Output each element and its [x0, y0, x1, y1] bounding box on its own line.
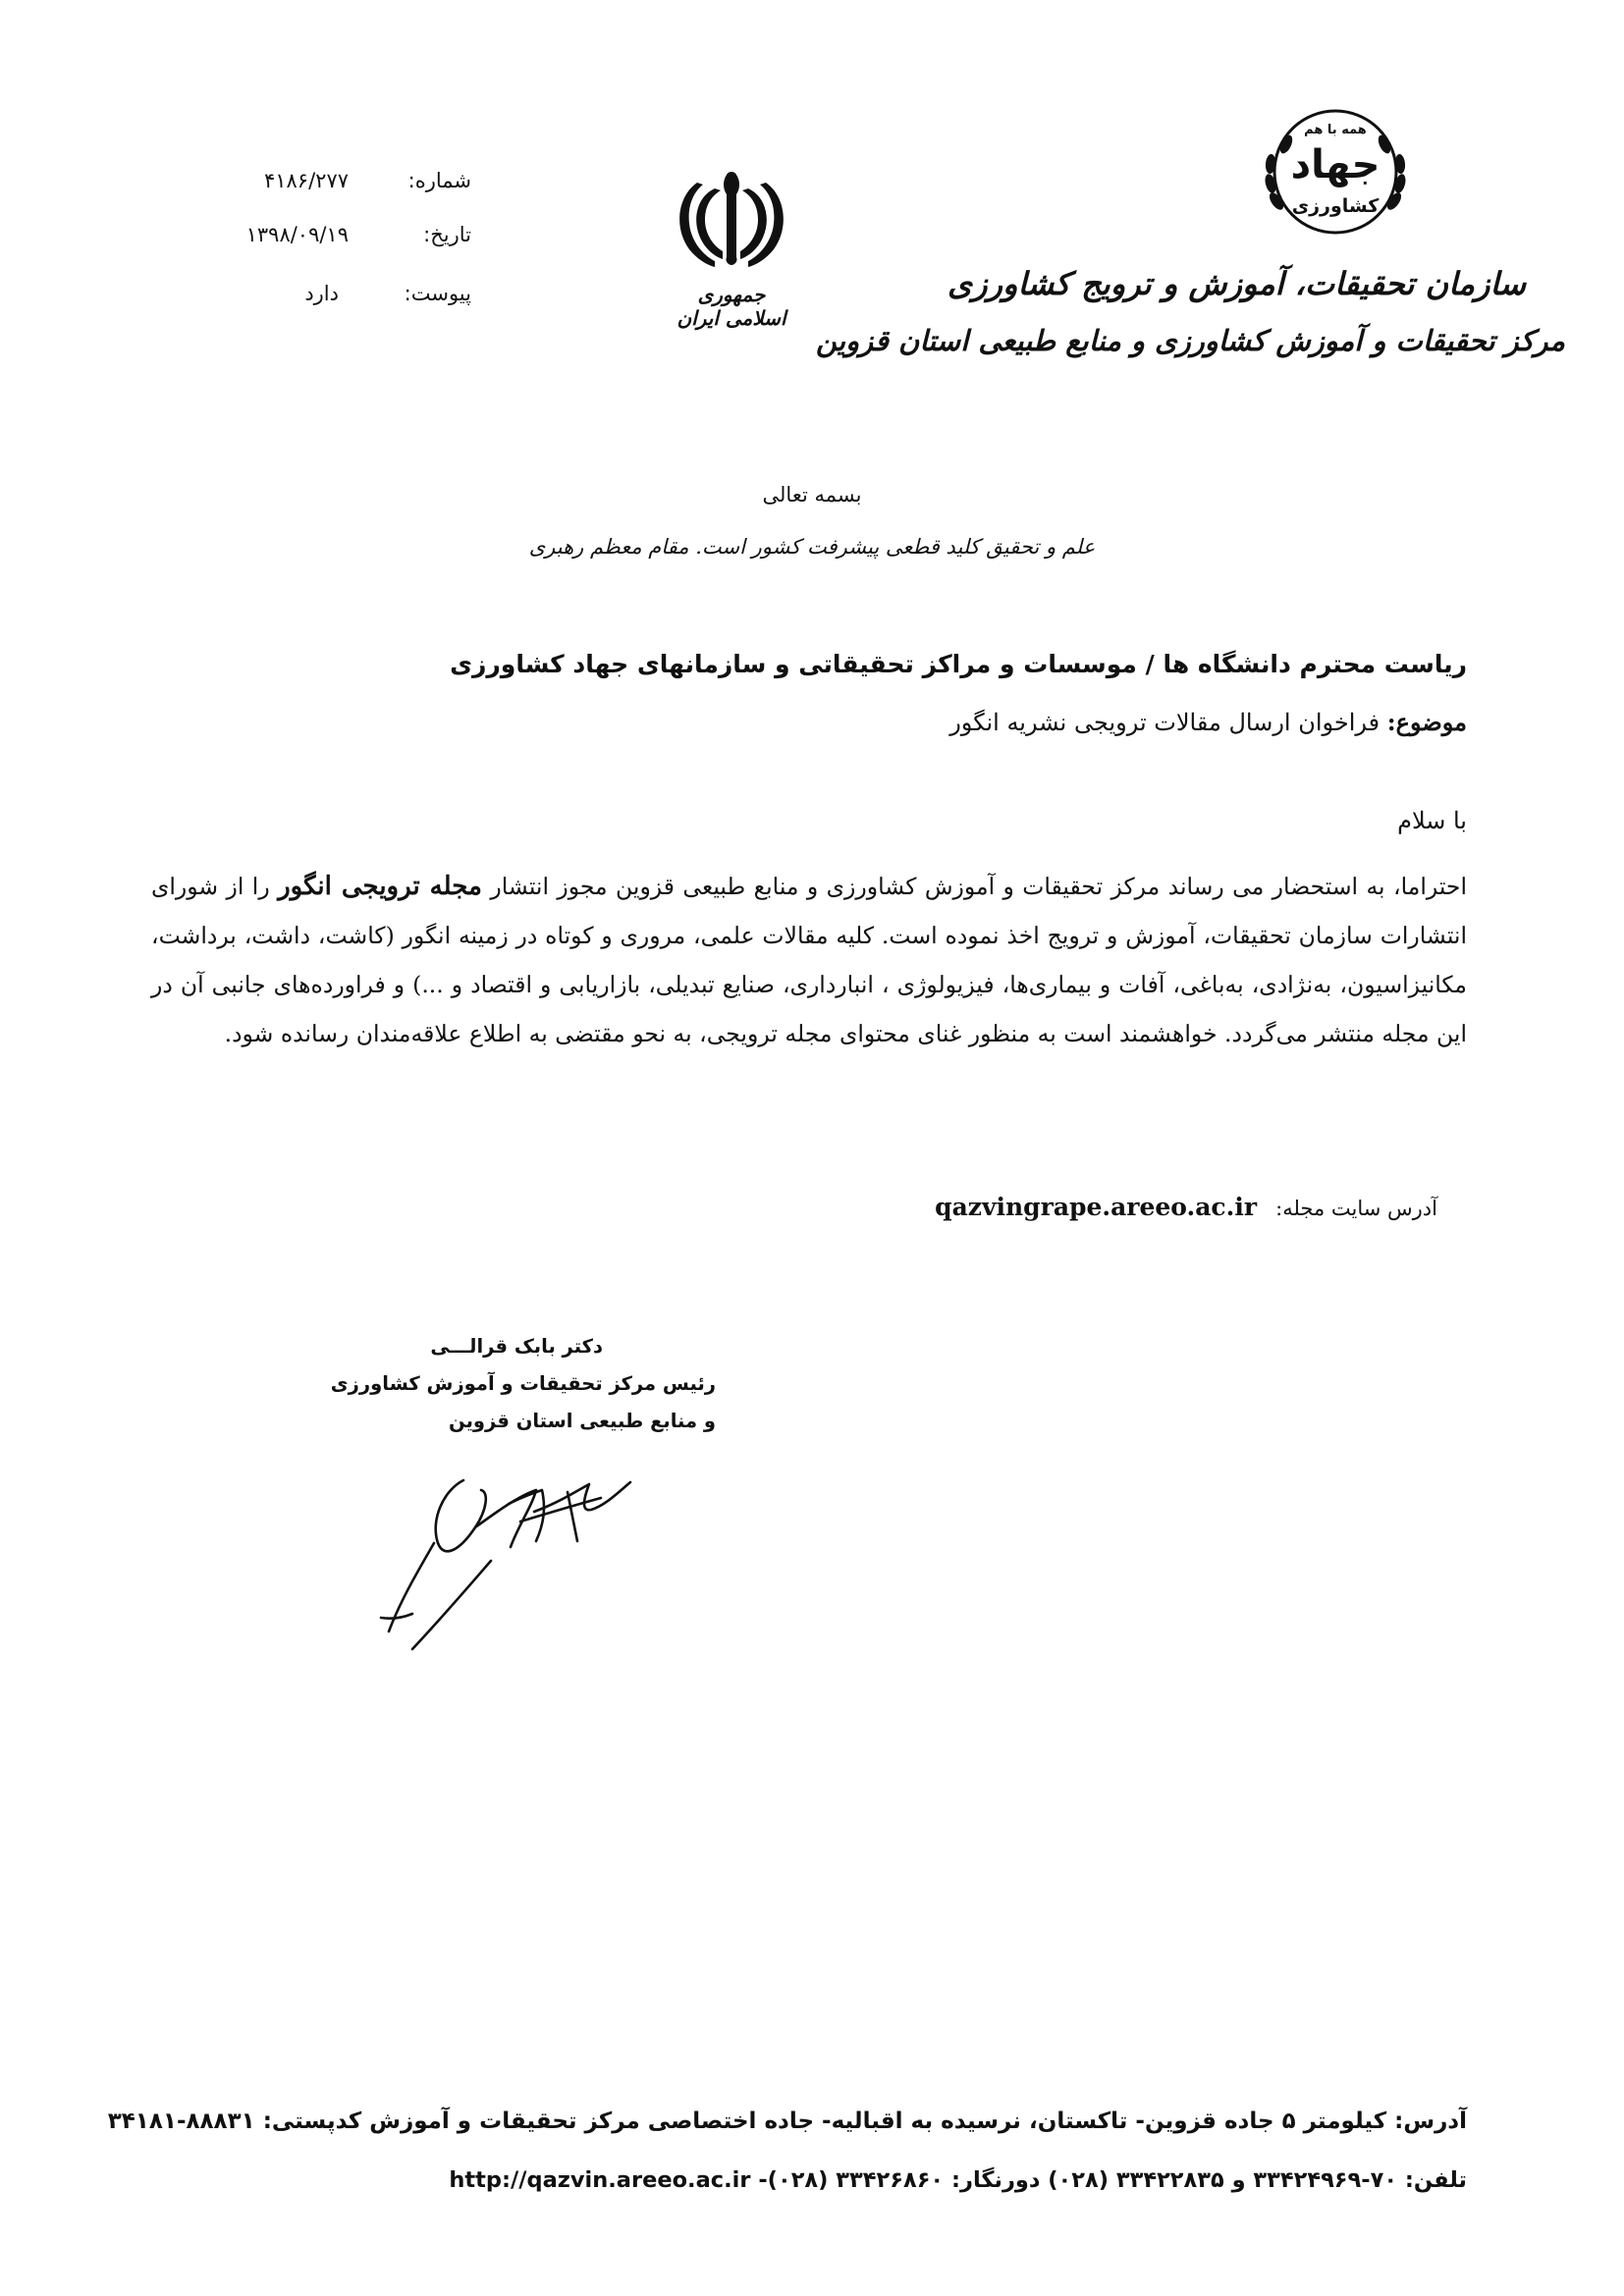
org-name-line2: مرکز تحقیقات و آموزش کشاورزی و منابع طبیعی استان قزوین [815, 324, 1565, 357]
letter-date-value: ۱۳۹۸/۰۹/۱۹ [245, 223, 349, 246]
jahad-keshavarzi-logo [1247, 93, 1424, 260]
letter-number-label: شماره: [407, 169, 471, 192]
paragraph-bold-journal: مجله ترویجی انگور [278, 872, 482, 901]
iran-emblem [668, 167, 795, 330]
subject-label: موضوع: [1386, 708, 1467, 736]
logo-top-text: همه با هم [1304, 123, 1367, 137]
leader-quote: علم و تحقیق کلید قطعی پیشرفت کشور است. مقام معظم رهبری [528, 535, 1096, 559]
paragraph-part1: احتراما، به استحضار می رساند مرکز تحقیقات و آموزش کشاورزی و منابع طبیعی قزوین مجوز انتشار [490, 873, 1467, 900]
subject-text: فراخوان ارسال مقالات ترویجی نشریه انگور [949, 709, 1380, 736]
letter-number-row [216, 169, 471, 208]
paragraph-part2: را از شورای انتشارات سازمان تحقیقات، آموزش و ترویج اخذ نموده است. کلیه مقالات علمی، مروری و کوتاه در زمینه انگور (کاشت، داشت، برداشت، مکانیزاسیون، به‌نژادی، به‌باغی، آفات و بیماری‌ها، فیزیولوژی ، انبارداری، صنایع تبدیلی، بازاریابی و اقتصاد و ...) و فراورده‌های جانبی آن در این مجله منتشر می‌گردد. خواهشمند است به منظور غنای محتوای مجله ترویجی، به نحو مقتضی به اطلاع علاقه‌مندان رسانده شود. [151, 873, 1467, 1047]
footer-address: آدرس: کیلومتر ۵ جاده قزوین- تاکستان، نرسیده به اقبالیه- جاده اختصاصی مرکز تحقیقات و آموزش کدپستی: ۸۸۸۳۱-۳۴۱۸۱ [107, 2109, 1467, 2134]
site-url-link[interactable]: qazvingrape.areeo.ac.ir [935, 1193, 1258, 1221]
site-label: آدرس سایت مجله: [1275, 1197, 1437, 1220]
logo-main-text: جهاد [1290, 142, 1380, 187]
journal-site-line [935, 1193, 1437, 1221]
greeting: با سلام [1397, 807, 1467, 834]
letter-attachment-value: دارد [304, 282, 339, 305]
logo-sub-text: کشاورزی [1291, 195, 1380, 217]
iran-emblem-icon [668, 167, 795, 275]
handwritten-signature [373, 1453, 658, 1659]
addressee: ریاست محترم دانشگاه ها / موسسات و مراکز تحقیقاتی و سازمانهای جهاد کشاورزی [450, 650, 1467, 678]
body-paragraph [151, 862, 1467, 1058]
subject-line [151, 708, 1467, 736]
signer-title-line2: و منابع طبیعی استان قزوین [449, 1410, 716, 1432]
footer-phone: تلفن: ۷۰-۳۳۴۲۴۹۶۹ و ۳۳۴۲۲۸۳۵ (۰۲۸) دورنگار: ۳۳۴۲۶۸۶۰ (۰۲۸)- http://qazvin.areeo.ac.ir [449, 2167, 1467, 2193]
letter-number-value: ۴۱۸۶/۲۷۷ [263, 169, 349, 192]
letter-date-row [216, 223, 471, 262]
invocation: بسمه تعالی [762, 483, 862, 507]
letter-date-label: تاریخ: [423, 223, 471, 246]
signer-title-line1: رئیس مرکز تحقیقات و آموزش کشاورزی [330, 1372, 716, 1395]
emblem-caption: جمهوری اسلامی ایران [677, 283, 786, 330]
letter-attachment-label: پیوست: [404, 282, 471, 305]
signer-name: دکتر بابک قرالـــی [430, 1335, 603, 1358]
org-name-line1: سازمان تحقیقات، آموزش و ترویج کشاورزی [947, 265, 1526, 302]
letter-attachment-row [216, 282, 471, 321]
